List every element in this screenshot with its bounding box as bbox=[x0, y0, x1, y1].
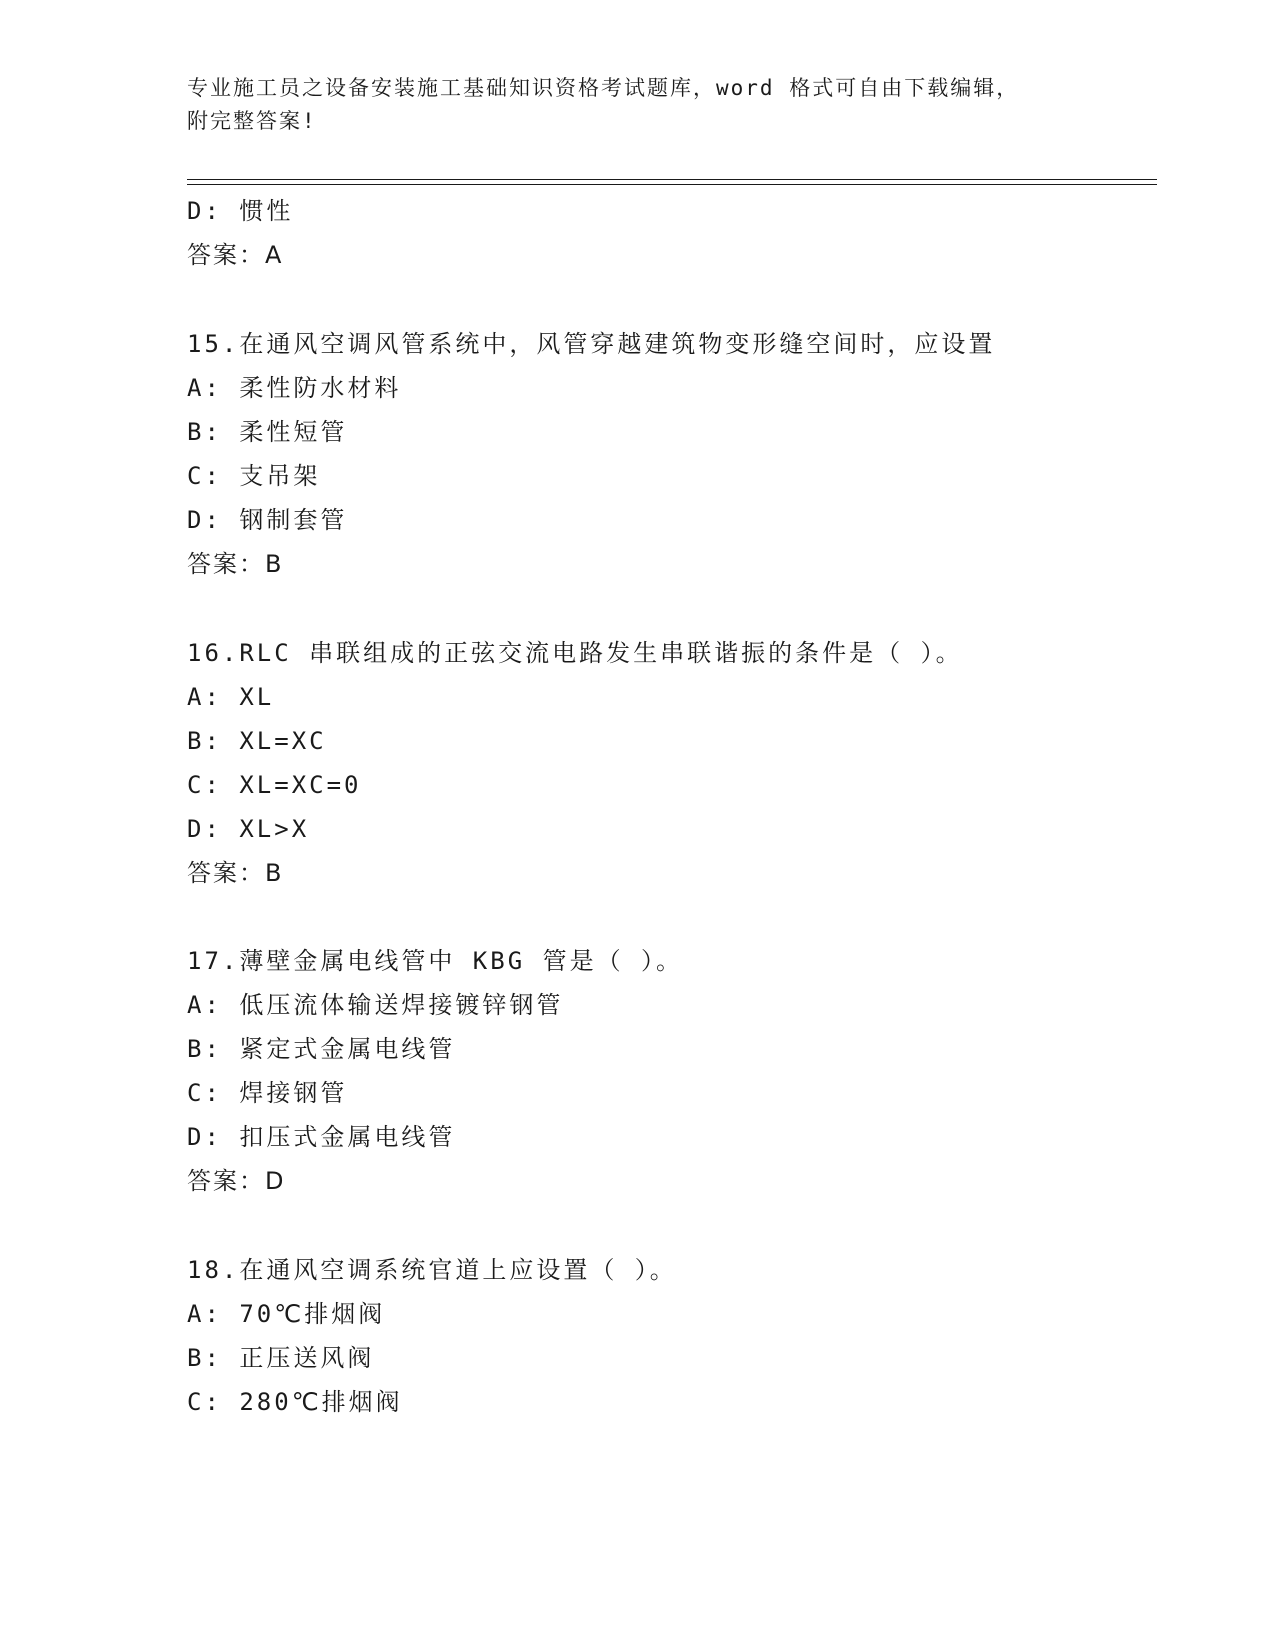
question-16-option-d: D: XL>X bbox=[187, 815, 310, 843]
question-18-stem: 18.在通风空调系统官道上应设置（ ）。 bbox=[187, 1256, 677, 1284]
question-18-option-b: B: 正压送风阀 bbox=[187, 1344, 375, 1372]
header-line-1: 专业施工员之设备安装施工基础知识资格考试题库，word 格式可自由下载编辑， bbox=[187, 76, 1020, 100]
prev-option-d: D: 惯性 bbox=[187, 197, 294, 225]
question-15-option-b: B: 柔性短管 bbox=[187, 418, 348, 446]
header-divider-top bbox=[187, 179, 1157, 180]
question-15-stem: 15.在通风空调风管系统中，风管穿越建筑物变形缝空间时，应设置 bbox=[187, 330, 996, 358]
question-15-option-a: A: 柔性防水材料 bbox=[187, 374, 402, 402]
document-header bbox=[187, 72, 1087, 138]
question-18-option-c: C: 280℃排烟阀 bbox=[187, 1388, 403, 1416]
question-15-answer: 答案：B bbox=[187, 550, 284, 578]
prev-answer: 答案：A bbox=[187, 241, 284, 269]
question-15-option-d: D: 钢制套管 bbox=[187, 506, 348, 534]
question-17-answer: 答案：D bbox=[187, 1167, 286, 1195]
question-16-stem: 16.RLC 串联组成的正弦交流电路发生串联谐振的条件是（ ）。 bbox=[187, 639, 963, 667]
question-18-option-a: A: 70℃排烟阀 bbox=[187, 1300, 386, 1328]
question-16-answer: 答案：B bbox=[187, 859, 284, 887]
question-16-option-a: A: XL bbox=[187, 683, 275, 711]
question-15-option-c: C: 支吊架 bbox=[187, 462, 321, 490]
question-17-option-a: A: 低压流体输送焊接镀锌钢管 bbox=[187, 991, 564, 1019]
header-line-2: 附完整答案! bbox=[187, 109, 317, 133]
header-divider-bottom bbox=[187, 184, 1157, 185]
question-17-stem: 17.薄壁金属电线管中 KBG 管是（ ）。 bbox=[187, 947, 684, 975]
question-17-option-c: C: 焊接钢管 bbox=[187, 1079, 348, 1107]
question-17-option-b: B: 紧定式金属电线管 bbox=[187, 1035, 456, 1063]
question-17-option-d: D: 扣压式金属电线管 bbox=[187, 1123, 456, 1151]
question-16-option-c: C: XL=XC=0 bbox=[187, 771, 362, 799]
question-16-option-b: B: XL=XC bbox=[187, 727, 327, 755]
